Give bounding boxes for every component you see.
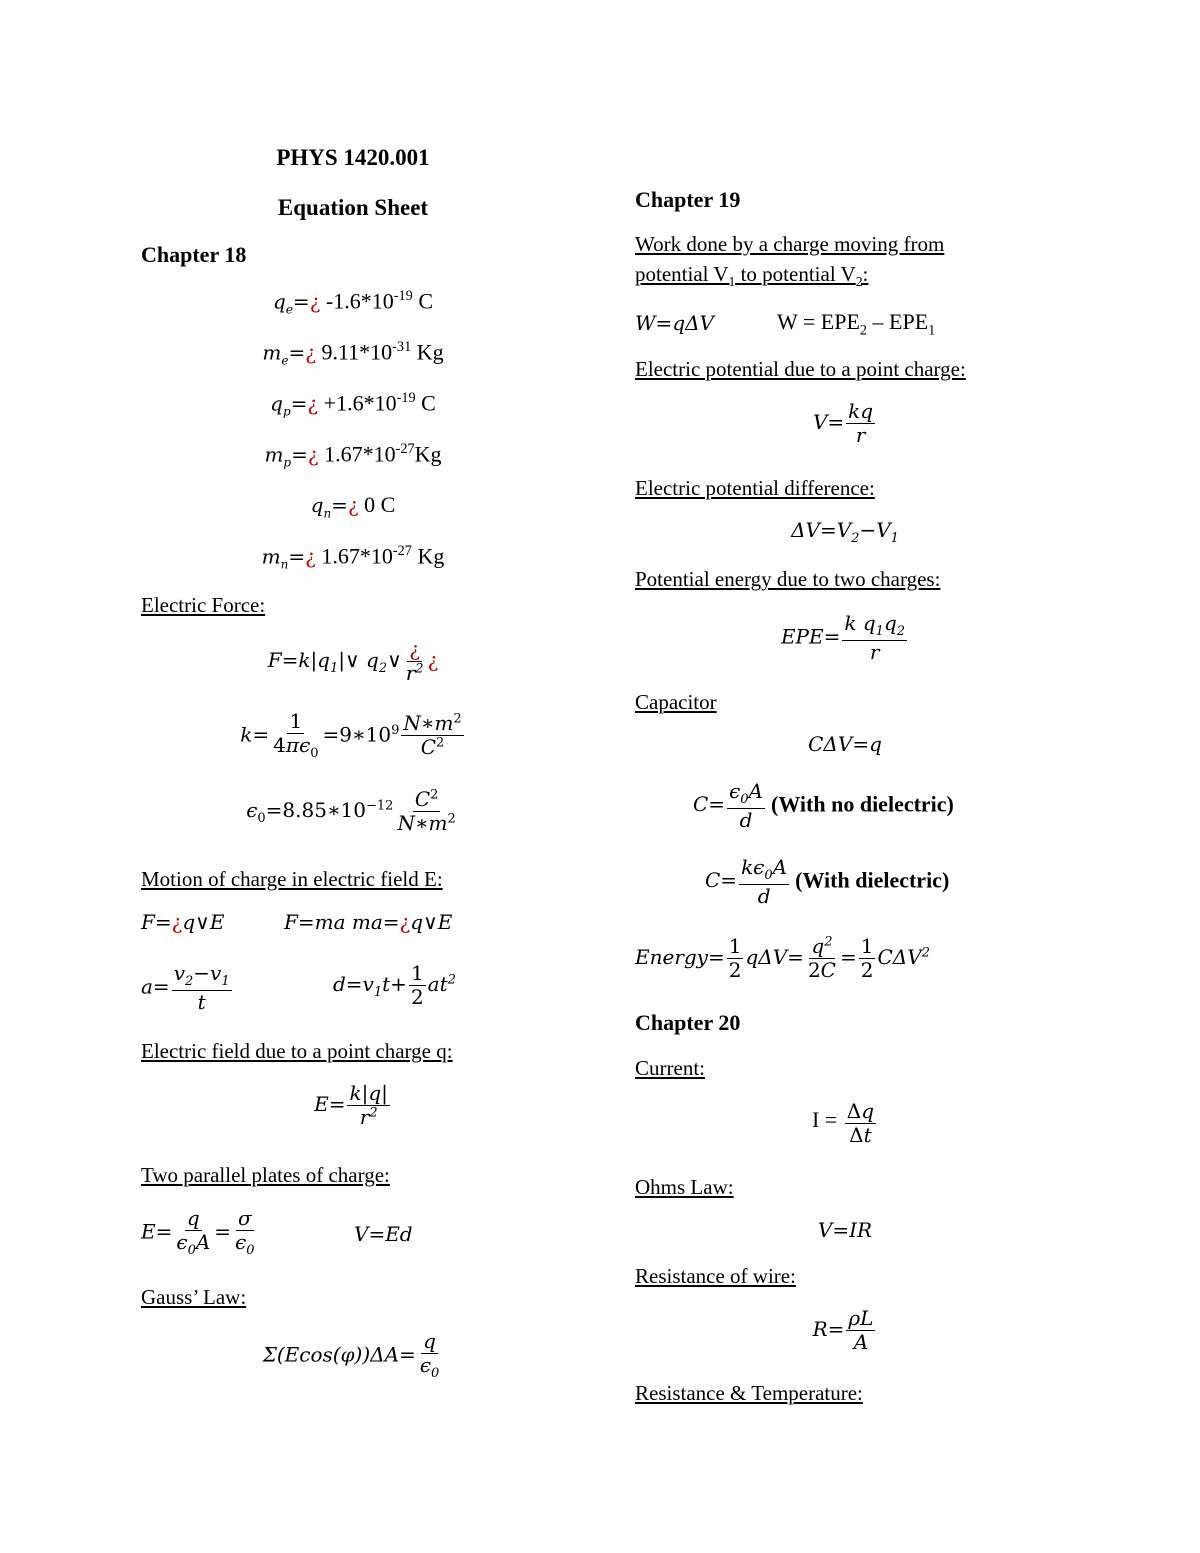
constant-symbol: q	[270, 391, 283, 416]
constant-symbol: m	[262, 340, 282, 365]
work-label-line2: potential $V_1$ to potential $V_2$:	[635, 262, 869, 290]
point-potential-equation: V= $\frac{kq}{r}$	[812, 399, 874, 447]
constant-subscript: e	[285, 302, 293, 317]
chapter-20-heading: Chapter 20	[635, 1010, 741, 1035]
electric-force-label: Electric Force:	[141, 593, 266, 617]
constant-subscript: n	[323, 506, 332, 521]
constant-subscript: p	[282, 404, 291, 419]
constant-value: -1.6*10	[320, 288, 394, 314]
constant-unit: C	[415, 390, 436, 416]
gauss-label: Gauss’ Law:	[141, 1285, 247, 1309]
resistance-wire-equation: R= $\frac{\rho L}{A}$	[812, 1306, 874, 1354]
constant-row	[141, 339, 565, 368]
constant-unit: Kg	[414, 441, 442, 467]
force-field-equation: F=¿q∨E	[141, 910, 225, 934]
capacitor-dielectric-equation: C= $\frac{k\epsilon_0A}{d}$ (With dielectric)	[705, 855, 950, 908]
gauss-law-equation: Σ(Ecos(φ))ΔA= $\frac{q}{\epsilon_0}$	[262, 1329, 440, 1381]
potential-energy-label: Potential energy due to two charges:	[635, 567, 941, 591]
constant-symbol: q	[310, 493, 324, 517]
plates-label: Two parallel plates of charge:	[141, 1163, 390, 1187]
constant-subscript: e	[281, 353, 289, 368]
plates-voltage-equation: V=Ed	[354, 1222, 413, 1246]
constant-value: 1.67*10	[318, 441, 396, 467]
capacitor-label: Capacitor	[635, 690, 717, 714]
chapter-18-heading: Chapter 18	[141, 242, 247, 267]
potential-difference-equation: $\Delta V=V_2-V_1$	[791, 518, 899, 546]
equals-sign: =	[288, 544, 306, 569]
potential-energy-equation: EPE= $\frac{k q_1q_2}{r}$	[780, 611, 906, 664]
plates-field-equation: E= $\frac{q}{\epsilon_0A}$ = $\frac{\sigma}{\epsilon_0}$	[141, 1206, 255, 1258]
potential-label: Electric potential due to a point charge:	[635, 357, 966, 381]
constant-row	[141, 492, 565, 520]
constant-row	[141, 390, 565, 419]
work-equation: W=qΔV	[635, 311, 715, 335]
constant-symbol: m	[264, 442, 284, 467]
constant-exponent: -19	[393, 288, 413, 304]
equals-sign: =	[288, 340, 306, 365]
k-constant-equation: k= $\frac{1}{4\pi\epsilon_0}$ $=9∗10^9$ $\frac{N∗m^2}{C^2}$	[240, 709, 462, 761]
constant-row	[141, 441, 565, 470]
potential-difference-label: Electric potential difference:	[635, 476, 875, 500]
constant-value: 0 C	[358, 492, 396, 517]
capacitor-energy-equation: Energy= $\frac{1}{2}$ qΔV= $\frac{q^2}{2C}$ = $\frac{1}{2}$ CΔV$^2$	[635, 934, 930, 982]
equals-sign: =	[292, 289, 310, 314]
capacitor-no-dielectric-equation: C= $\frac{\epsilon_0A}{d}$ (With no dielectric)	[693, 779, 954, 832]
current-label: Current:	[635, 1056, 705, 1080]
work-label-line1: Work done by a charge moving from	[635, 232, 945, 256]
invalid-char: ¿	[307, 391, 319, 416]
constant-value: +1.6*10	[318, 390, 397, 416]
constant-exponent: -27	[395, 441, 415, 457]
constant-unit: Kg	[411, 339, 444, 365]
coulomb-law-equation: $F=k|q_1|\vee$ $q_2\vee$ $\frac{¿}{r^2}$ ¿	[267, 637, 439, 685]
field-point-label: Electric field due to a point charge q:	[141, 1039, 453, 1063]
resistance-temperature-label: Resistance & Temperature:	[635, 1381, 863, 1405]
constant-subscript: p	[283, 455, 292, 470]
constant-unit: Kg	[411, 543, 445, 569]
chapter-19-heading: Chapter 19	[635, 187, 741, 212]
equals-sign: =	[290, 391, 308, 416]
equals-sign: =	[331, 493, 348, 517]
constant-symbol: q	[273, 289, 286, 314]
work-epe-equation: $W = EPE_2 - EPE_1$	[777, 309, 936, 339]
resistance-wire-label: Resistance of wire:	[635, 1264, 796, 1288]
constant-symbol: m	[261, 544, 281, 569]
constant-exponent: -31	[392, 339, 412, 355]
constant-row	[141, 543, 565, 572]
invalid-char: ¿	[307, 442, 319, 467]
equals-sign: =	[291, 442, 308, 467]
constant-exponent: -27	[392, 543, 412, 559]
sheet-title: Equation Sheet	[277, 195, 429, 220]
course-title: PHYS 1420.001	[276, 145, 430, 170]
constant-exponent: -19	[396, 390, 416, 406]
constant-row	[141, 288, 565, 317]
invalid-char: ¿	[347, 493, 359, 517]
ohms-law-equation: V=IR	[817, 1218, 873, 1242]
acceleration-equation: a= $\frac{v_2-v_1}{t}$	[141, 961, 230, 1014]
invalid-char: ¿	[309, 289, 321, 314]
displacement-equation: $d=v_1t+$ $\frac{1}{2}$ $at^2$	[333, 961, 456, 1009]
constant-value: 9.11*10	[315, 339, 393, 365]
permittivity-equation: $\epsilon_0=8.85∗10^{-12}$ $\frac{C^2}{N∗m^2}$	[246, 787, 456, 835]
constant-subscript: n	[280, 557, 289, 572]
current-equation: I = $\frac{\Delta q}{\Delta t}$	[812, 1099, 874, 1147]
capacitance-equation: CΔV=q	[808, 732, 882, 756]
constant-value: 1.67*10	[315, 543, 393, 569]
point-field-equation: E= $\frac{k|q|}{r^2}$	[314, 1081, 388, 1129]
newton-field-equation: F=ma ma=¿q∨E	[284, 910, 453, 934]
invalid-char: ¿	[305, 544, 316, 569]
constant-unit: C	[412, 288, 433, 314]
ohms-law-label: Ohms Law:	[635, 1175, 734, 1199]
invalid-char: ¿	[305, 340, 316, 365]
motion-label: Motion of charge in electric field E:	[141, 867, 443, 891]
